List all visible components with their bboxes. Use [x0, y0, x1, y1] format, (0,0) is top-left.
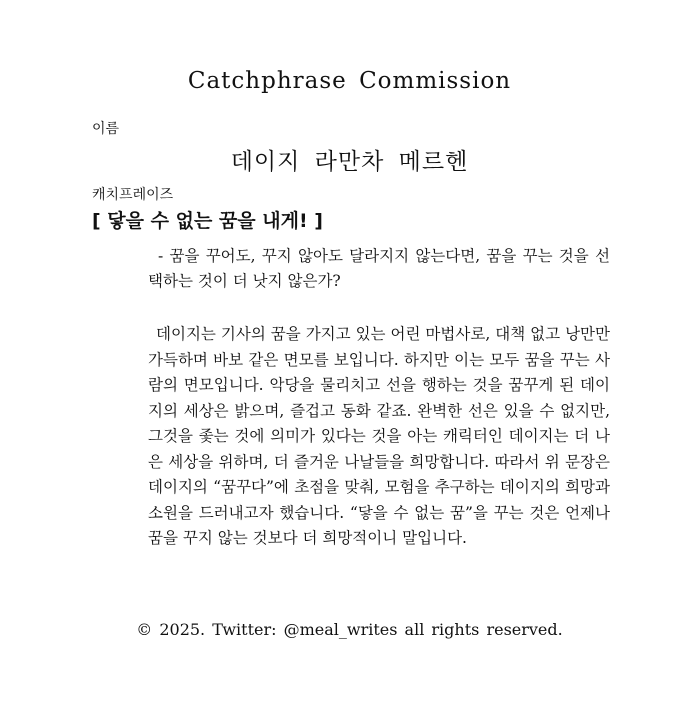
- character-name: 데이지 라만차 메르헨: [230, 149, 469, 175]
- catchphrase-label: 캐치프레이즈: [92, 187, 174, 203]
- catchphrase-text: [ 닿을 수 없는 꿈을 내게! ]: [92, 210, 323, 232]
- document-title: Catchphrase Commission: [187, 68, 512, 94]
- catchphrase-subtitle: - 꿈을 꾸어도, 꾸지 않아도 달라지지 않는다면, 꿈을 꾸는 것을 선택하는 것이 더 낫지 않은가?: [148, 247, 610, 290]
- copyright-footer: © 2025. Twitter: @meal_writes all rights reserved.: [136, 620, 563, 639]
- name-label: 이름: [92, 121, 120, 137]
- description-paragraph: 데이지는 기사의 꿈을 가지고 있는 어린 마법사로, 대책 없고 낭만만 가득하며 바보 같은 면모를 보입니다. 하지만 이는 모두 꿈을 꾸는 사람의 면모입니다. 악당을 물리치고 선을 행하는 것을 꿈꾸게 된 데이지의 세상은 밝으며, 즐겁고 동화 같죠. 완벽한 선은 있을 수 없지만, 그것을 좇는 것에 의미가 있다는 것을 아는 캐릭터인 데이지는 더 나은 세상을 위하며, 더 즐거운 나날들을 희망합니다. 따라서 위 문장은 데이지의 “꿈꾸다”에 초점을 맞춰, 모험을 추구하는 데이지의 희망과 소원을 드러내고자 했습니다. “닿을 수 없는 꿈”을 꾸는 것은 언제나 꿈을 꾸지 않는 것보다 더 희망적이니 말입니다.: [148, 325, 610, 547]
